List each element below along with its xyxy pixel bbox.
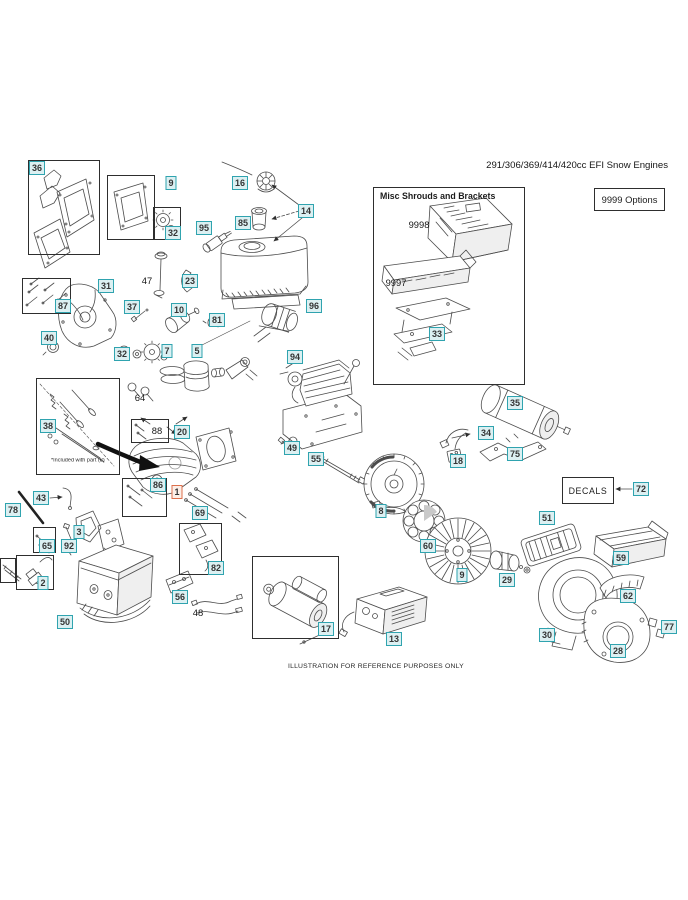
part-callout-9-47[interactable]: 9	[456, 568, 467, 582]
part-callout-77-54[interactable]: 77	[661, 620, 677, 634]
part-callout-59-45[interactable]: 59	[613, 551, 629, 565]
part-callout-18-32[interactable]: 18	[450, 454, 466, 468]
part-callout-85-4[interactable]: 85	[235, 216, 251, 230]
part-callout-9997-11: 9997	[385, 277, 407, 288]
part-callout-32-21[interactable]: 32	[114, 347, 130, 361]
part-callout-88-26: 88	[151, 425, 163, 436]
decals-label: DECALS	[568, 485, 608, 496]
part-callout-33-17[interactable]: 33	[429, 327, 445, 341]
part-callout-60-44[interactable]: 60	[420, 539, 436, 553]
part-callout-37-14[interactable]: 37	[124, 300, 140, 314]
part-callout-94-22[interactable]: 94	[287, 350, 303, 364]
part-callout-78-37[interactable]: 78	[5, 503, 21, 517]
part-callout-9-1[interactable]: 9	[165, 176, 176, 190]
misc-box-title: Misc Shrouds and Brackets	[380, 191, 496, 201]
part-callout-36-0[interactable]: 36	[29, 161, 45, 175]
part-callout-48-52: 48	[192, 607, 204, 618]
part-callout-82-46[interactable]: 82	[208, 561, 224, 575]
part-callout-35-24[interactable]: 35	[507, 396, 523, 410]
part-callout-95-5[interactable]: 95	[196, 221, 212, 235]
part-callout-96-13[interactable]: 96	[306, 299, 322, 313]
part-callout-62-50[interactable]: 62	[620, 589, 636, 603]
part-callout-31-10[interactable]: 31	[98, 279, 114, 293]
options-9999-label: 9999 Options	[601, 194, 658, 205]
part-callout-9998-7: 9998	[408, 219, 430, 230]
part-callout-10-15[interactable]: 10	[171, 303, 187, 317]
part-callout-51-40[interactable]: 51	[539, 511, 555, 525]
part-callout-72-34[interactable]: 72	[633, 482, 649, 496]
part-callout-1-35[interactable]: 1	[171, 485, 182, 499]
page-title: 291/306/369/414/420cc EFI Snow Engines	[486, 160, 668, 171]
part-callout-16-2[interactable]: 16	[232, 176, 248, 190]
part-callout-55-31[interactable]: 55	[308, 452, 324, 466]
part-callout-3-41[interactable]: 3	[73, 525, 84, 539]
part-callout-47-9: 47	[141, 275, 153, 286]
part-callout-65-42[interactable]: 65	[39, 539, 55, 553]
part-callout-38-25[interactable]: 38	[40, 419, 56, 433]
part-callout-23-8[interactable]: 23	[182, 274, 198, 288]
part-callout-8-38[interactable]: 8	[375, 504, 386, 518]
part-callout-30-57[interactable]: 30	[539, 628, 555, 642]
part-callout-29-48[interactable]: 29	[499, 573, 515, 587]
part-callout-50-53[interactable]: 50	[57, 615, 73, 629]
part-callout-40-18[interactable]: 40	[41, 331, 57, 345]
part-callout-17-55[interactable]: 17	[318, 622, 334, 636]
part-callout-43-36[interactable]: 43	[33, 491, 49, 505]
part-callout-75-30[interactable]: 75	[507, 447, 523, 461]
part-callout-69-39[interactable]: 69	[192, 506, 208, 520]
part-callout-13-56[interactable]: 13	[386, 632, 402, 646]
part-callout-7-19[interactable]: 7	[161, 344, 172, 358]
box38-note: *Included with part (8)	[51, 458, 105, 464]
part-callout-49-29[interactable]: 49	[284, 441, 300, 455]
part-callout-56-51[interactable]: 56	[172, 590, 188, 604]
footer-disclaimer: ILLUSTRATION FOR REFERENCE PURPOSES ONLY	[288, 663, 464, 670]
part-callout-14-3[interactable]: 14	[298, 204, 314, 218]
part-callout-86-33[interactable]: 86	[150, 478, 166, 492]
part-callout-92-43[interactable]: 92	[61, 539, 77, 553]
part-callout-28-58[interactable]: 28	[610, 644, 626, 658]
part-callout-2-49[interactable]: 2	[37, 576, 48, 590]
part-callout-34-28[interactable]: 34	[478, 426, 494, 440]
part-callout-87-12[interactable]: 87	[55, 299, 71, 313]
part-callout-32-6[interactable]: 32	[165, 226, 181, 240]
part-callout-81-16[interactable]: 81	[209, 313, 225, 327]
part-callout-5-20[interactable]: 5	[191, 344, 202, 358]
part-callout-64-23: 64	[134, 392, 146, 403]
part-callout-20-27[interactable]: 20	[174, 425, 190, 439]
